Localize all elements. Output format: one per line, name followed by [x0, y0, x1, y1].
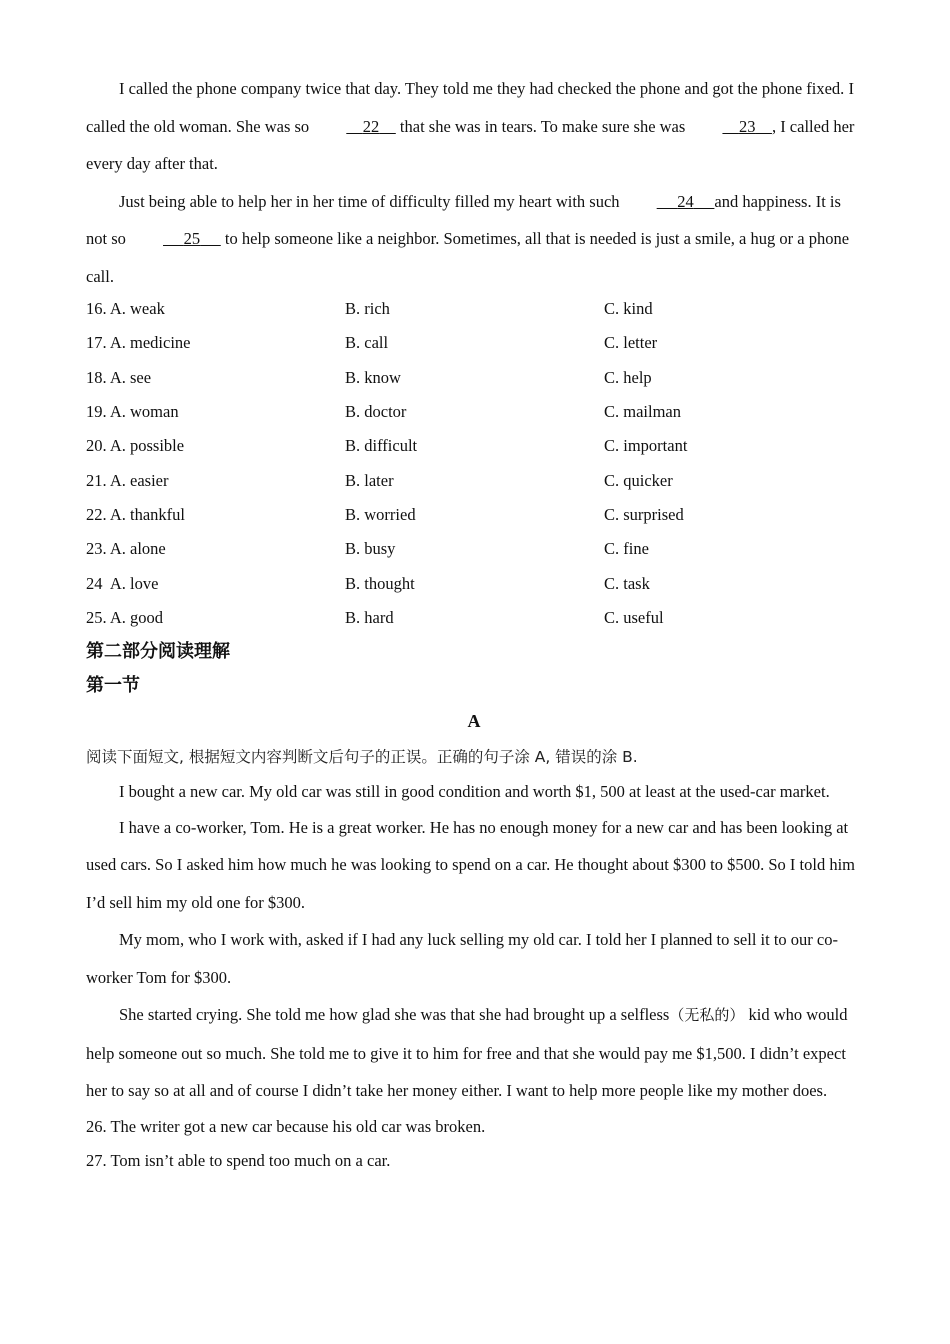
passage-paragraph-1: I bought a new car. My old car was still in good condition and worth $1, 500 at least at the used-car market. [119, 781, 830, 801]
option-row: 22. A. thankful B. worried C. surprised [86, 504, 684, 524]
option-row: 16. A. weak B. rich C. kind [86, 299, 653, 319]
option-row: 25. A. good B. hard C. useful [86, 607, 664, 627]
passage-paragraph-2: I have a co-worker, Tom. He is a great worker. He has no enough money for a new car and has been looking at used cars. So I asked him how much he was looking to spend on a car. He thought about $300 to $500. So I told him I’d sell him my old one for $300. [86, 817, 855, 912]
options-list [86, 292, 862, 635]
blank-25: 25 [183, 229, 201, 248]
passage-paragraph-4: She started crying. She told me how glad she was that she had brought up a selfless（无私的） kid who would help someone out so much. She told me to give it to him for free and that she would pay me $1,500. I didn’t expect her to say so at all and of course I didn’t take her money either. I want to help more people like my mother does. [86, 1005, 848, 1101]
blank-22: 22 [362, 116, 380, 136]
passage-paragraph-3: My mom, who I work with, asked if I had any luck selling my old car. I told her I planned to sell it to our co-worker Tom for $300. [86, 930, 838, 987]
question-item: 26. The writer got a new car because his old car was broken. [86, 1116, 486, 1136]
option-row: 21. A. easier B. later C. quicker [86, 470, 673, 490]
cloze-paragraph-1: I called the phone company twice that day. They told me they had checked the phone and got the phone fixed. I called the old woman. She was so 22 that she was in tears. To make sure she was 23 , I called her every day after that. [86, 79, 855, 173]
section-heading: 第一节 [86, 674, 140, 696]
passage-title: A [467, 710, 481, 731]
option-row: 24 A. love B. thought C. task [86, 573, 650, 593]
question-item: 27. Tom isn’t able to spend too much on a car. [86, 1150, 391, 1170]
questions-list [86, 1110, 862, 1178]
option-row: 17. A. medicine B. call C. letter [86, 333, 658, 353]
blank-23: 23 [738, 116, 756, 136]
document-page [86, 70, 862, 1178]
part-heading: 第二部分阅读理解 [86, 640, 230, 662]
option-row: 23. A. alone B. busy C. fine [86, 539, 649, 559]
instruction-text: 阅读下面短文, 根据短文内容判断文后句子的正误。正确的句子涂 A, 错误的涂 B. [86, 747, 638, 766]
cloze-paragraph-2: Just being able to help her in her time of difficulty filled my heart with such 24 and happiness. It is not so 25 to help someone like a neighbor. Sometimes, all that is needed is just a smile, a hug or a phone call. [86, 183, 862, 296]
option-row: 18. A. see B. know C. help [86, 367, 652, 387]
blank-24: 24 [677, 191, 694, 211]
option-row: 20. A. possible B. difficult C. important [86, 436, 688, 456]
option-row: 19. A. woman B. doctor C. mailman [86, 402, 681, 422]
